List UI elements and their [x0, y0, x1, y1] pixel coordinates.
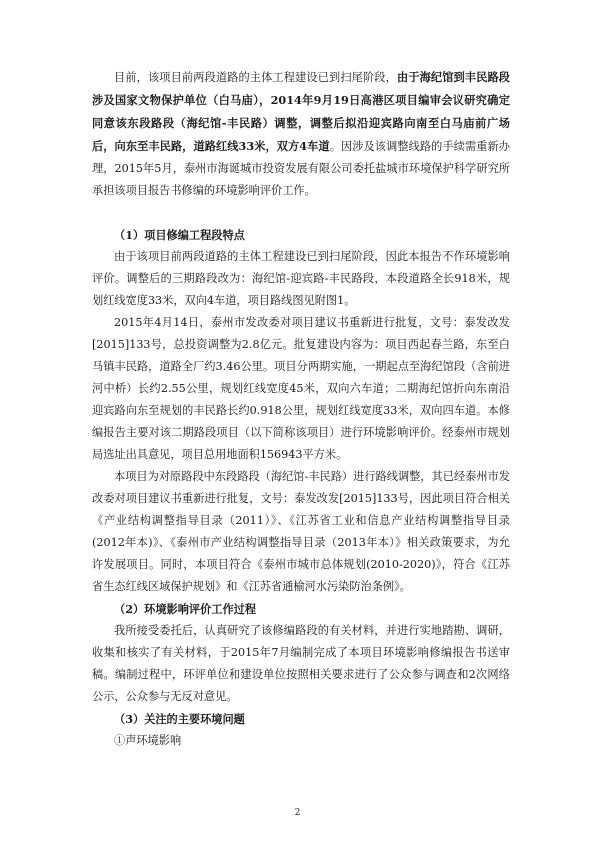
paragraph-section-features: 由于该项目前两段道路的主体工程建设已到扫尾阶段，因此本报告不作环境影响评价。调整后的三期路段改为：海纪馆-迎宾路-丰民路段，本段道路全长918米，规划红线宽度33米，双向4车道，项目路线图见附图1。 [92, 250, 510, 307]
paragraph-policy-compliance: 本项目为对原路段中东段路段（海纪馆-丰民路）进行路线调整，其已经泰州市发改委对项目建议书重新进行批复，文号：泰发改发[2015]133号，因此项目符合相关《产业结构调整指导目录（2011）》、《江苏省工业和信息产业结构调整指导目录(2012年本)》、《泰州市产业结构调整指导目录（2013年本）》相关政策要求，为允许发展项目。同时，本项目符合《泰州市城市总体规划(2010-2020)》，符合《江苏省生态红线区域保护规划》和《江苏省通榆河水污染防治条例》。 [92, 470, 510, 593]
paragraph-text: 。因涉及该调整线路的手续需重新办理，2015年5月，泰州市海诞城市投资发展有限公司委托盐城市环境保护科学研究所承担该项目报告书修编的环境影响评价工作。 [92, 140, 510, 197]
bold-text: 由于海纪馆到丰民路段涉及国家文物保护单位（白马庙），2014年9月19日高港区项目编审会议研究确定同意该东段路段（海纪馆-丰民路）调整，调整后拟沿迎宾路向南至白马庙前广场后，向东至丰民路，道路红线33米，双方4车道 [92, 70, 510, 153]
paragraph-text: 目前，该项目前两段道路的主体工程建设已到扫尾阶段， [114, 71, 397, 84]
page-number: 2 [294, 808, 301, 818]
section-heading-3: （3）关注的主要环境问题 [114, 712, 245, 726]
paragraph-work-process: 我所接受委托后，认真研究了该修编路段的有关材料，并进行实地踏勘、调研，收集和核实了有关材料，于2015年7月编制完成了本项目环境影响修编报告书送审稿。编制过程中，环评单位和建设单位按照相关要求进行了公众参与调查和2次网络公示，公众参与无反对意见。 [92, 624, 510, 703]
paragraph-approval: 2015年4月14日，泰州市发改委对项目建议书重新进行批复，文号：泰发改发[2015]133号，总投资调整为2.8亿元。批复建设内容为：项目西起春兰路，东至白马镇丰民路，道路全厂约3.46公里。项目分两期实施，一期起点至海纪馆段（含前进河中桥）长约2.55公里，规划红线宽度45米，双向六车道；二期海纪馆折向东南沿迎宾路向东至规划的丰民路长约0.918公里，规划红线宽度33米，双向四车道。本修编报告主要对该二期路段项目（以下简称该项目）进行环境影响评价。经泰州市规划局选址出具意见，项目总用地面积156943平方米。 [92, 316, 510, 461]
subsection-sound-environment: ①声环境影响 [114, 734, 182, 747]
section-heading-1: （1）项目修编工程段特点 [114, 228, 245, 242]
spacer [92, 202, 510, 224]
paragraph-project-status [92, 66, 510, 202]
section-heading-2: （2）环境影响评价工作过程 [114, 602, 257, 616]
document-body [92, 66, 510, 752]
